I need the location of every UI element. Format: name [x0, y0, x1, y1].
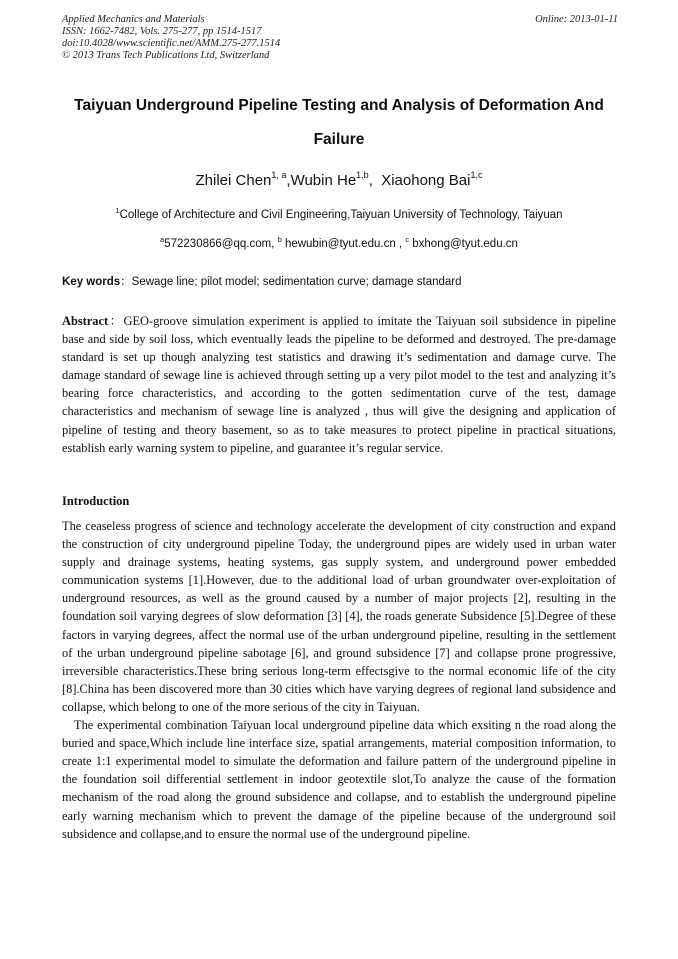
author-list [0, 165, 678, 191]
author-name: Wubin He [290, 172, 357, 189]
email-mark: a [160, 235, 165, 244]
author-separator: , [286, 172, 291, 189]
author-affiliation-mark: 1, a [271, 170, 287, 180]
section-heading-introduction: Introduction [62, 494, 130, 508]
journal-header [62, 14, 618, 62]
journal-copyright: © 2013 Trans Tech Publications Ltd, Switzerland [62, 50, 270, 61]
keywords-label: Key words [62, 276, 121, 288]
journal-issn: ISSN: 1662-7482, Vols. 275-277, pp 1514-1517 [62, 26, 262, 37]
email-address[interactable]: 572230866@qq.com [164, 238, 272, 250]
author-affiliation-mark: 1,b [356, 170, 369, 180]
journal-name: Applied Mechanics and Materials [62, 14, 205, 25]
email-mark: c [405, 235, 410, 244]
email-address[interactable]: bxhong@tyut.edu.cn [412, 238, 518, 250]
abstract: Abstract：GEO-groove simulation experiment is applied to imitate the Taiyuan soil subsidence in pipeline base and side by soil loss, which eventually leads the pipeline to be deformed and destroyed. The pre-damage standard is set up though analyzing test statistics and drawing it’s sedimentation and damage curve. The damage standard of sewage line is achieved through setting up a very pilot model to the test and analyzing it’s bearing force characteristics, and according to the gotten sedimentation curve of the test, damage characteristics and mechanism of sewage line is analyzed , thus will give the designing and application of pipeline of testing and theory basement, so as to take measures to protect pipeline in practical situations, establish early warning system to pipeline, and guarantee it’s regular service. [62, 314, 617, 455]
author-name: Zhilei Chen [195, 172, 272, 189]
keywords: Key words：Sewage line; pilot model; sedimentation curve; damage standard [62, 276, 462, 288]
paper-title: Taiyuan Underground Pipeline Testing and Analysis of Deformation And Failure [74, 97, 604, 148]
journal-doi: doi:10.4028/www.scientific.net/AMM.275-277.1514 [62, 38, 281, 49]
affiliation-mark: 1 [115, 206, 120, 215]
email-list: $^a$572230866@qq.com, $^b$ hewubin@tyut.edu.cn , $^c$ bxhong@tyut.edu.cn [160, 235, 518, 250]
online-date: Online: 2013-01-11 [535, 14, 618, 25]
paragraph: The experimental combination Taiyuan local underground pipeline data which exsiting n the road along the buried and space,Which include line interface size, spatial arrangements, material composition information, to create 1:1 experimental model to simulate the deformation and failure pattern of the underground pipeline in the foundation soil differential settlement in indoor geotextile slot,To analyze the cause of the formation mechanism of the road along the ground subsidence and collapse, and to establish the underground pipeline early warning mechanism which to prevent the damage of the pipeline because of the underground soil subsidence and collapse,and to ensure the normal use of the underground pipeline. [62, 718, 616, 841]
author-affiliation-mark: 1,c [470, 170, 483, 180]
email-address[interactable]: hewubin@tyut.edu.cn [284, 238, 396, 250]
affiliation-text: College of Architecture and Civil Engineering,Taiyuan University of Technology, Taiyuan [119, 209, 563, 221]
email-mark: b [277, 235, 282, 244]
abstract-text: GEO-groove simulation experiment is applied to imitate the Taiyuan soil subsidence in pipeline base and side by soil loss, which eventually leads the pipeline to be deformed and destroyed. The pre-damage standard is set up though analyzing test statistics and drawing it’s sedimentation and damage curve. The damage standard of sewage line is achieved through setting up a very pilot model to the test and analyzing it’s bearing force characteristics, and according to the gotten sedimentation curve of the test, damage characteristics and mechanism of sewage line is analyzed , thus will give the designing and application of pipeline of testing and theory basement, so as to take measures to protect pipeline in practical situations, establish early warning system to pipeline, and guarantee it’s regular service. [62, 314, 617, 455]
affiliation [0, 203, 678, 223]
keywords-text: Sewage line; pilot model; sedimentation curve; damage standard [131, 276, 462, 288]
abstract-label: Abstract [62, 314, 109, 328]
author-name: Xiaohong Bai [381, 172, 471, 189]
introduction-body [62, 517, 616, 843]
paragraph: The ceaseless progress of science and technology accelerate the development of city construction and expand the construction of city underground pipeline Today, the underground pipes are widely used in urban water supply and drainage systems, heating systems, gas supply system, and underground power embedded communication systems [1].However, due to the additional load of urban groundwater over-exploitation of underground resources, as well as the ground caused by a number of major projects [2], resulting in the foundation soil varying degrees of slow deformation [3] [4], the roads generate Subsidence [5].Degree of these factors in varying degrees, affect the normal use of the urban underground pipeline, resulting in the settlement of the urban underground pipeline sabotage [6], and ground subsidence [7] and collapse prone progressive, irreversible characteristics.These bring serious long-term effectsgive to the normal economic life of the city [8].China has been discovered more than 30 cities which have varying degrees of regional land subsidence and collapse, which belong to one of the more serious of the city in Taiyuan. [62, 519, 616, 714]
author-separator: , [368, 172, 382, 189]
